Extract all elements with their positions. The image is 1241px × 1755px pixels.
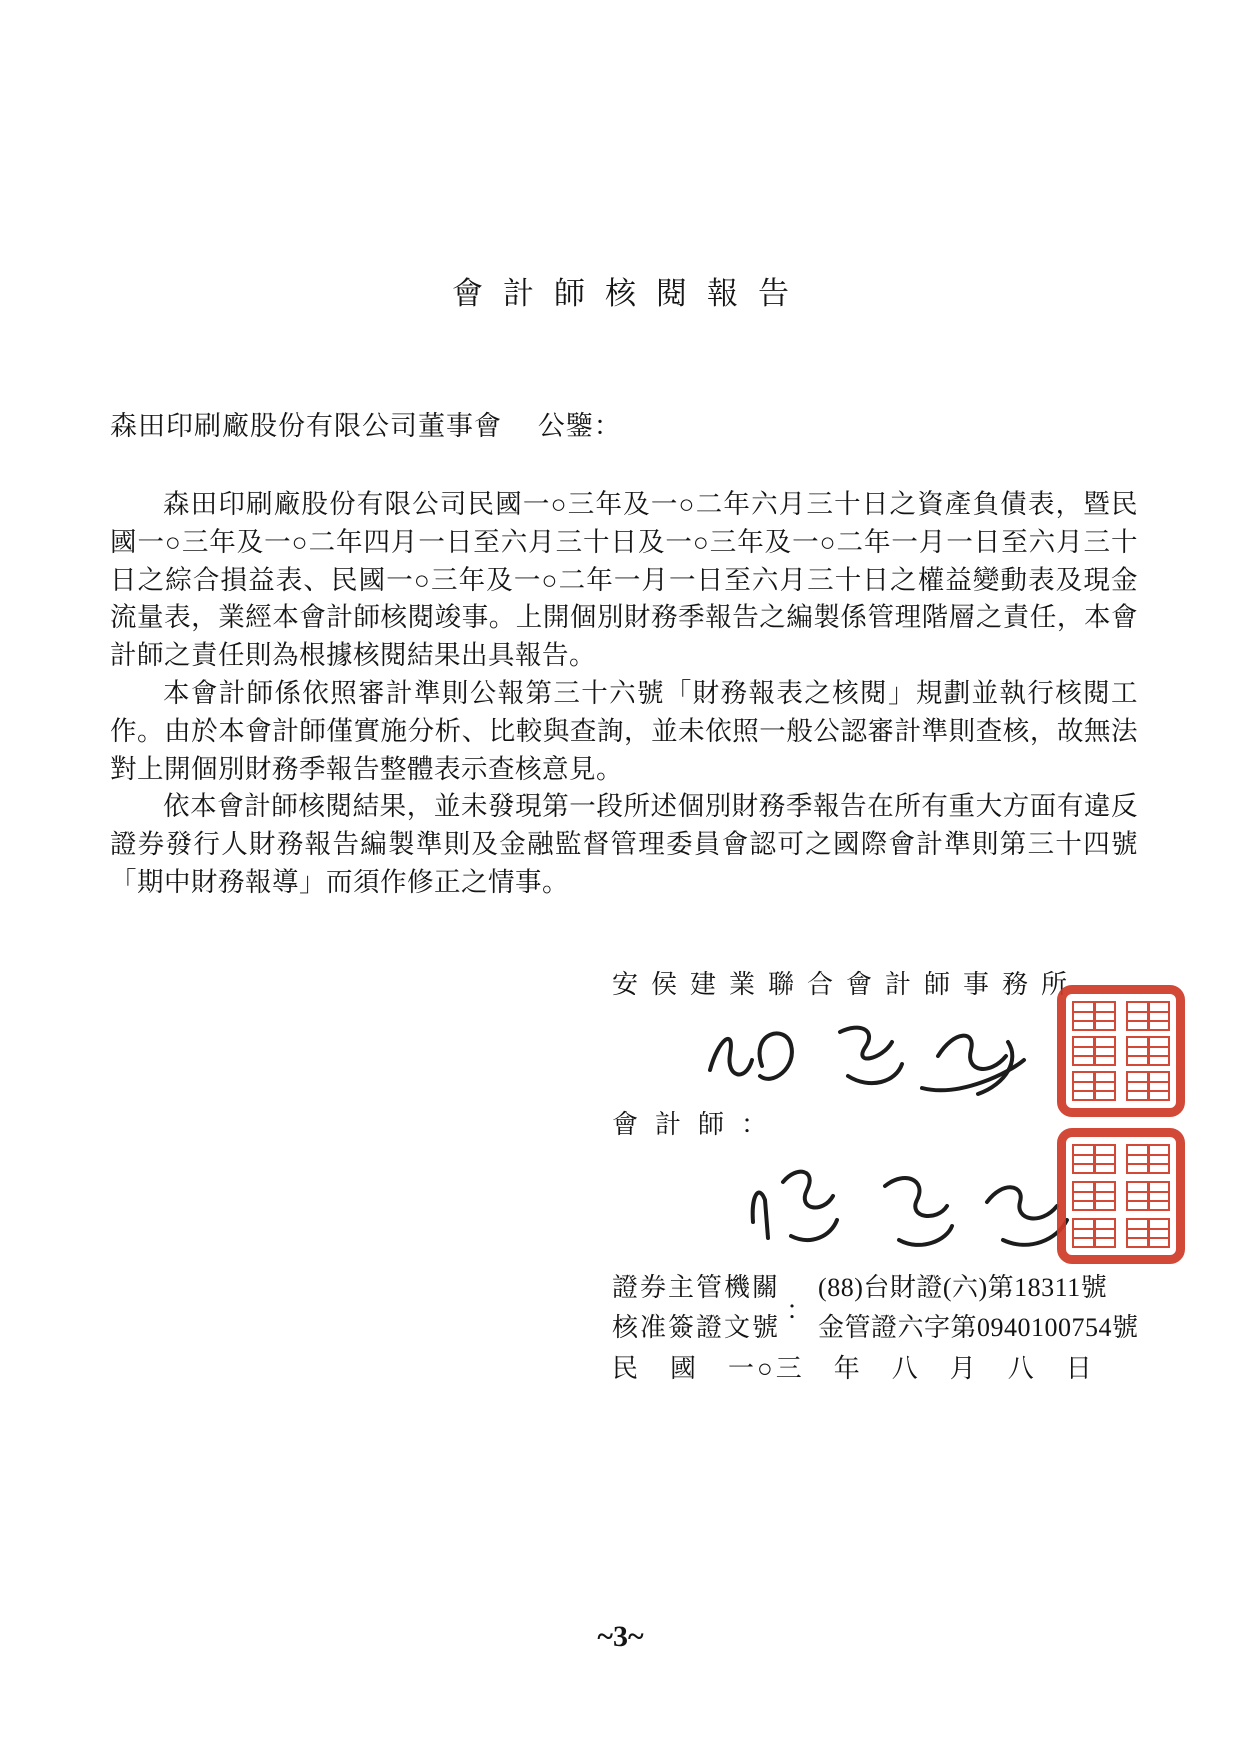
approval-colon: ： <box>786 1295 813 1325</box>
paragraph-conclusion: 依本會計師核閱結果，並未發現第一段所述個別財務季報告在所有重大方面有違反證券發行人財務報告編製準則及金融監督管理委員會認可之國際會計準則第三十四號「期中財務報導」而須作修正之情事。 <box>110 791 1138 897</box>
red-seal-stamp-firm <box>1057 985 1185 1117</box>
approval-value-line2: 金管證六字第0940100754號 <box>818 1313 1139 1342</box>
approval-label <box>612 1268 780 1348</box>
approval-number-block <box>612 1268 1139 1348</box>
page-number: ~3~ <box>597 1620 644 1653</box>
seal-pattern <box>1072 1001 1116 1101</box>
accountant-label: 會計師： <box>612 1110 785 1139</box>
seal-pattern <box>1126 1144 1170 1248</box>
seal-pattern <box>1126 1001 1170 1101</box>
red-seal-stamp-accountant <box>1057 1128 1185 1264</box>
salutation-line: 森田印刷廠股份有限公司董事會 公鑒： <box>110 411 622 441</box>
report-body <box>110 486 1138 902</box>
page-title: 會計師核閱報告 <box>452 276 809 311</box>
seal-pattern <box>1072 1144 1116 1248</box>
signature-handwritten-2 <box>735 1140 1085 1265</box>
approval-label-line2: 核准簽證文號 <box>612 1313 781 1342</box>
paragraph-scope: 森田印刷廠股份有限公司民國一○三年及一○二年六月三十日之資產負債表，暨民國一○三年及一○二年四月一日至六月三十日及一○三年及一○二年一月一日至六月三十日之綜合損益表、民國一○三年及一○二年一月一日至六月三十日之權益變動表及現金流量表，業經本會計師核閱竣事。上開個別財務季報告之編製係管理階層之責任，本會計師之責任則為根據核閱結果出具報告。 <box>110 489 1138 671</box>
approval-values <box>818 1268 1139 1348</box>
signature-handwritten-1 <box>690 1000 1035 1115</box>
report-date: 民 國 一○三 年 八 月 八 日 <box>612 1354 1095 1383</box>
firm-name: 安侯建業聯合會計師事務所 <box>612 970 1081 999</box>
approval-value-line1: (88)台財證(六)第18311號 <box>818 1273 1108 1302</box>
approval-label-line1: 證券主管機關 <box>612 1273 781 1302</box>
paragraph-procedures: 本會計師係依照審計準則公報第三十六號「財務報表之核閱」規劃並執行核閱工作。由於本會計師僅實施分析、比較與查詢，並未依照一般公認審計準則查核，故無法對上開個別財務季報告整體表示查核意見。 <box>110 677 1138 784</box>
